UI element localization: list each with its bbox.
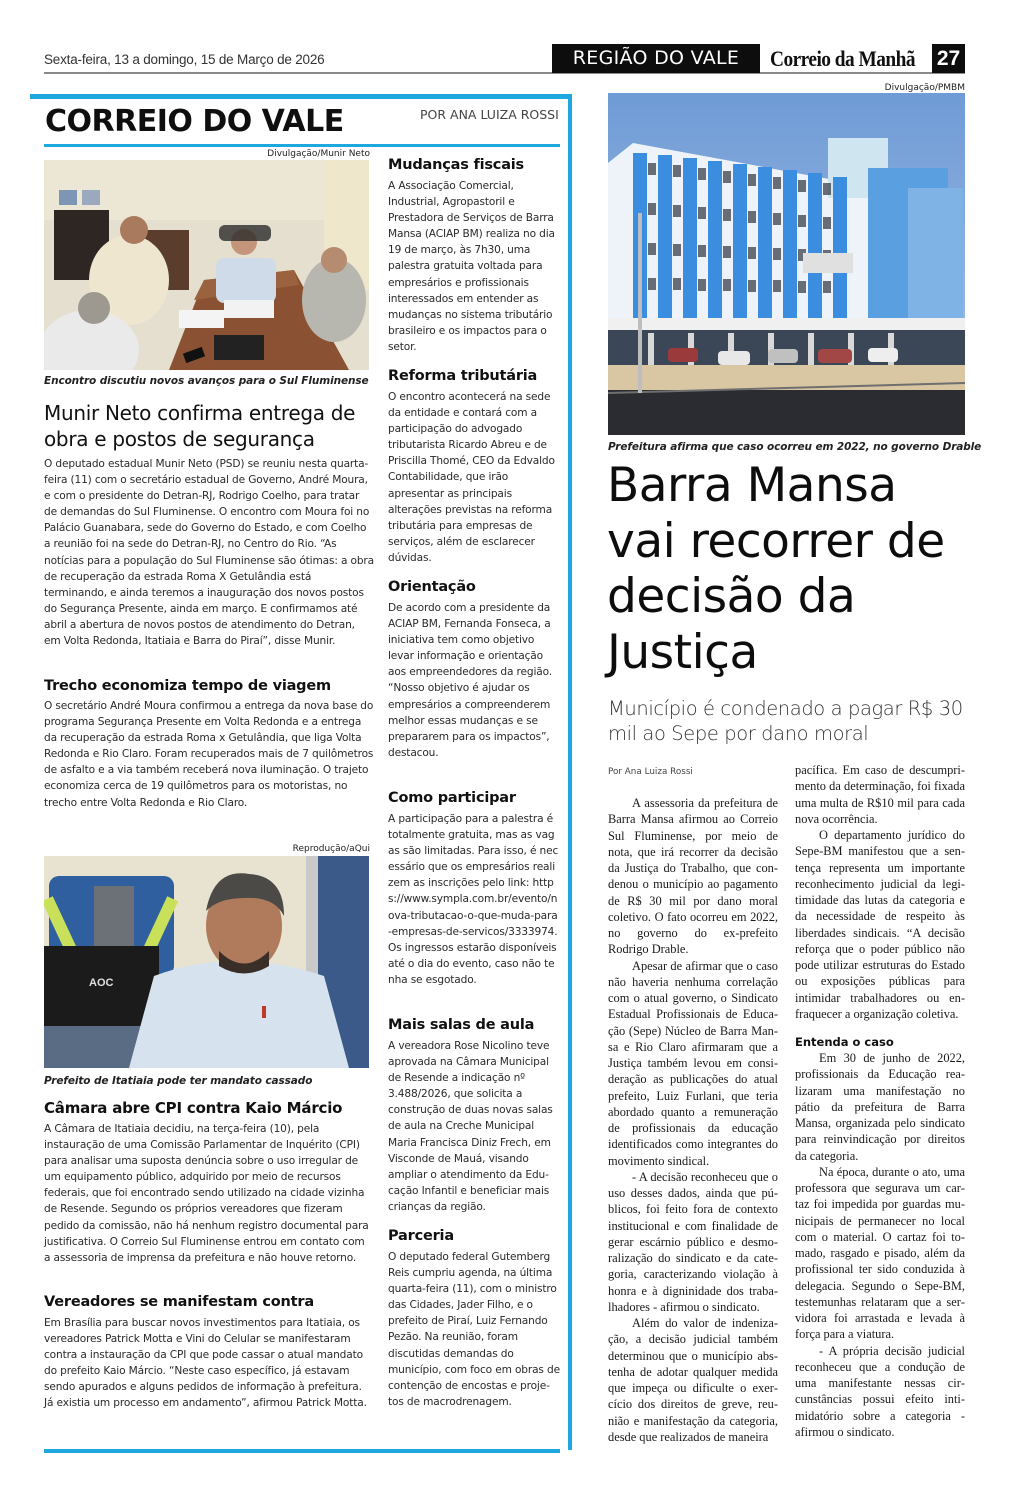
note-title: Mais salas de aula (388, 1017, 535, 1033)
story-headline: Câmara abre CPI contra Kaio Márcio (44, 1099, 343, 1117)
note-body: A vereadora Rose Nicolino teve aprovada na Câmara Municipal de Resende a indicação nº 3.488/2026, que solicita a construção de duas novas salas de aula na Creche Municipal Maria Francisca Diniz Frech, em Visconde de Mauá, visando ampliar o atendimento da Educação Infantil e beneficiar mais crianças da região. (388, 1040, 553, 1213)
photo-caption: Prefeitura afirma que caso ocorreu em 2022, no governo Drable (608, 441, 982, 453)
note-title: Parceria (388, 1228, 454, 1244)
story-body: Em Brasília para buscar novos investimentos para Itatiaia, os vereadores Patrick Motta e Vini do Celular se manifestaram contra a instauração da CPI que pode cassar o atual mandato do prefeito Kaio Márcio. “Neste caso específico, já estavam sendo apurados e alguns pedidos de informação à prefeitura. Já existia um processo em andamento”, afirmou Patrick Motta. (44, 1317, 367, 1410)
article-column-2 (795, 762, 965, 1440)
photo-credit: Divulgação/PMBM (884, 83, 965, 93)
note-body: A Associação Comercial, Industrial, Agropastoril e Prestadora de Serviços de Barra Mansa (ACIAP BM) realiza no dia 19 de março, às 7h30, uma palestra gratuita voltada para empresários e profissionais interessados em entender as mudanças no sistema tributário brasileiro e os impactos para o setor. (388, 180, 555, 353)
edition-date: Sexta-feira, 13 a domingo, 15 de Março de 2026 (44, 52, 325, 67)
article-paragraph: Apesar de afirmar que o caso não haveria nenhuma correlação com o atual governo, o Sindicato Estadual Profissionais de Educação (Sepe) Núcleo de Barra Mansa e Rio Claro afirmaram que a Justiça também levou em consideração as publicações do atual prefeito, Luiz Furlani, que teria abordado quanto a remuneração de profissionais da educação identificados como integrantes do movimento sindical. (608, 958, 778, 1168)
note-title: Orientação (388, 579, 476, 595)
story-body: A Câmara de Itatiaia decidiu, na terça-feira (10), pela instauração de uma Comissão Parlamentar de Inquérito (CPI) para analisar uma suposta denúncia sobre o uso irregular de um equipamento público, adquirido por meio de recursos federais, que foi encontrado sendo utilizado na cidade vizinha de Resende. Segundo os próprios vereadores que fizeram pedido da comissão, não há nenhum registro documental para justificativa. O Correio Sul Fluminense entrou em contato com a assessoria de imprensa da prefeitura e não houve retorno. (44, 1123, 369, 1264)
article-paragraph: - A própria decisão judicial reconheceu que a condução de uma manifestante nessas circunstâncias possui efeito intimidatório sobre a categoria - afirmou o sindicato. (795, 1343, 965, 1439)
article-paragraph: A assessoria da prefeitura de Barra Mansa afirmou ao Correio Sul Fluminense, por meio de nota, que irá recorrer da decisão da Justiça do Trabalho, que condenou o município ao pagamento de R$ 30 mil por dano moral coletivo. O fato ocorreu em 2022, no governo do ex-prefeito Rodrigo Drable. (608, 796, 778, 957)
photo-caption: Encontro discutiu novos avanços para o Sul Fluminense (44, 375, 369, 387)
article-paragraph: O departamento jurídico do Sepe-BM manifestou que a sentença representa um importante reconhecimento judicial da legitimidade das lutas da categoria e da necessidade de respeito às liberdades sindicais. “A decisão reforça que o poder público não pode utilizar estruturas do Estado ou exposições públicas para intimidar trabalhadores ou enfraquecer a organização coletiva. (795, 828, 965, 1021)
article-deck: Município é condenado a pagar R$ 30 mil ao Sepe por dano moral (608, 697, 963, 745)
mayor-photo-illustration (44, 856, 369, 1068)
city-hall-photo (608, 93, 965, 435)
note-title: Mudanças fiscais (388, 157, 524, 173)
newspaper-masthead: Correio da Manhã (770, 46, 916, 71)
note-body: O encontro acontecerá na sede da entidade e contará com a participação do advogado tributarista Ricardo Abreu e de Priscilla Thomé, CEO da Edvaldo Contabilidade, que irão apresentar as principais alterações previstas na reforma tributária para empresas de serviços, além de esclarecer dúvidas. (388, 391, 555, 564)
note-body: De acordo com a presidente da ACIAP BM, Fernanda Fonseca, a iniciativa tem como objetivo levar informação e orientação aos empreendedores da região. “Nosso objetivo é ajudar os empresários a compreenderem melhor essas mudanças e se prepararem para os impactos”, destacou. (388, 602, 552, 759)
section-label: REGIÃO DO VALE (552, 44, 760, 73)
photo-credit: Reprodução/aQui (292, 844, 370, 854)
story-subhead: Trecho economiza tempo de viagem (44, 678, 331, 694)
article-subhead: Entenda o caso (795, 1035, 894, 1049)
story-body: O secretário André Moura confirmou a entrega da nova base do programa Segurança Presente em Volta Redonda e a entrega da recuperação da estrada Roma x Getulândia, que liga Volta Redonda e Rio Claro. Foram recuperados mais de 7 quilômetros de asfalto e a via também receberá nova iluminação. O trajeto economiza cerca de 19 quilômetros para os motoristas, no trecho entre Volta Redonda e Rio Claro. (44, 700, 374, 809)
article-byline: Por Ana Luiza Rossi (608, 767, 693, 777)
article-paragraph: - A decisão reconheceu que o uso desses dados, ainda que públicos, foi feito fora de contexto institucional e com finalidade de gerar escárnio público e desmoralização do sindicato e da categoria, caracterizando violação à honra e à digninidade dos trabalhadores - afirmou o sindicato. (608, 1169, 778, 1314)
article-paragraph: Em 30 de junho de 2022, profissionais da Educação realizaram uma manifestação no pátio da prefeitura de Barra Mansa, organizada pelo sindicato para reinvindicação por direitos da categoria. (795, 1051, 965, 1163)
article-paragraph: Na época, durante o ato, uma professora que segurava um cartaz foi impedida por guardas municipais de permanecer no local com o material. O cartaz foi tomado, rasgado e pisado, além da profissional ter sido conduzida à delegacia. Segundo o Sepe-BM, testemunhas relataram que a servidora foi arrastada e levada à força para a viatura. (795, 1164, 965, 1342)
meeting-photo-illustration (44, 160, 369, 370)
note-title: Reforma tributária (388, 368, 538, 384)
mayor-photo (44, 856, 369, 1068)
city-hall-photo-illustration (608, 93, 965, 435)
photo-credit: Divulgação/Munir Neto (267, 149, 370, 159)
page-header (44, 44, 965, 74)
story-subhead: Vereadores se manifestam contra (44, 1294, 314, 1310)
article-headline: Barra Mansa vai recorrer de decisão da Justiça (607, 458, 945, 680)
meeting-photo (44, 160, 369, 370)
column-title: CORREIO DO VALE (45, 104, 344, 139)
article-paragraph: Além do valor de indenização, a decisão judicial também determinou que o município abstenha de adotar qualquer medida que impeça ou dificulte o exercício dos direitos de greve, reunião e manifestação da categoria, desde que realizados de maneira (608, 1316, 778, 1444)
monitor-brand: AOC (89, 977, 114, 989)
note-body: O deputado federal Gutemberg Reis cumpriu agenda, na última quarta-feira (11), com o ministro das Cidades, Jader Filho, e o prefeito de Piraí, Luiz Fernando Pezão. Na reunião, foram discutidas demandas do município, com foco em obras de contenção de encostas e projetos de macrodrenagem. (388, 1251, 560, 1408)
column-frame-bottom-rule (44, 1449, 560, 1453)
photo-caption: Prefeito de Itatiaia pode ter mandato cassado (44, 1075, 313, 1087)
story-headline: Munir Neto confirma entrega de obra e postos de segurança (44, 401, 356, 451)
page-number: 27 (932, 44, 965, 73)
article-column-1 (608, 795, 778, 1445)
column-title-rule (44, 144, 560, 147)
note-title: Como participar (388, 790, 516, 806)
column-byline: POR ANA LUIZA ROSSI (420, 107, 559, 122)
article-paragraph: pacífica. Em caso de descumprimento da determinação, foi fixada uma multa de R$10 mil para cada nova ocorrência. (795, 763, 965, 826)
note-body: A participação para a palestra é totalmente gratuita, mas as vagas são limitadas. Para isso, é necessário que os empresários realizem as inscrições pelo link: https://www.sympla.com.br/evento/nova-tributacao-o-que-muda-para-empresas-de-servicos/3333974. Os ingressos estarão disponíveis até o dia do evento, caso não tenha se esgotado. (388, 813, 559, 986)
story-body: O deputado estadual Munir Neto (PSD) se reuniu nesta quarta-feira (11) com o secretário estadual de Governo, André Moura, e com o presidente do Detran-RJ, Rodrigo Coelho, para tratar de demandas do Sul Fluminense. O encontro com Moura foi no Palácio Guanabara, sede do Governo do Estado, e com Coelho a reunião foi na sede do Detran-RJ, no Centro do Rio. “As notícias para a população do Sul Fluminense são ótimas: a obra de recuperação da estrada Roma X Getulândia está terminando, e ainda teremos a inauguração dos novos postos do Segurança Presente, ainda em março. E confirmamos até abril a abertura de novos postos de atendimento do Detran, em Volta Redonda, Itatiaia e Barra do Piraí”, disse Munir. (44, 458, 374, 648)
